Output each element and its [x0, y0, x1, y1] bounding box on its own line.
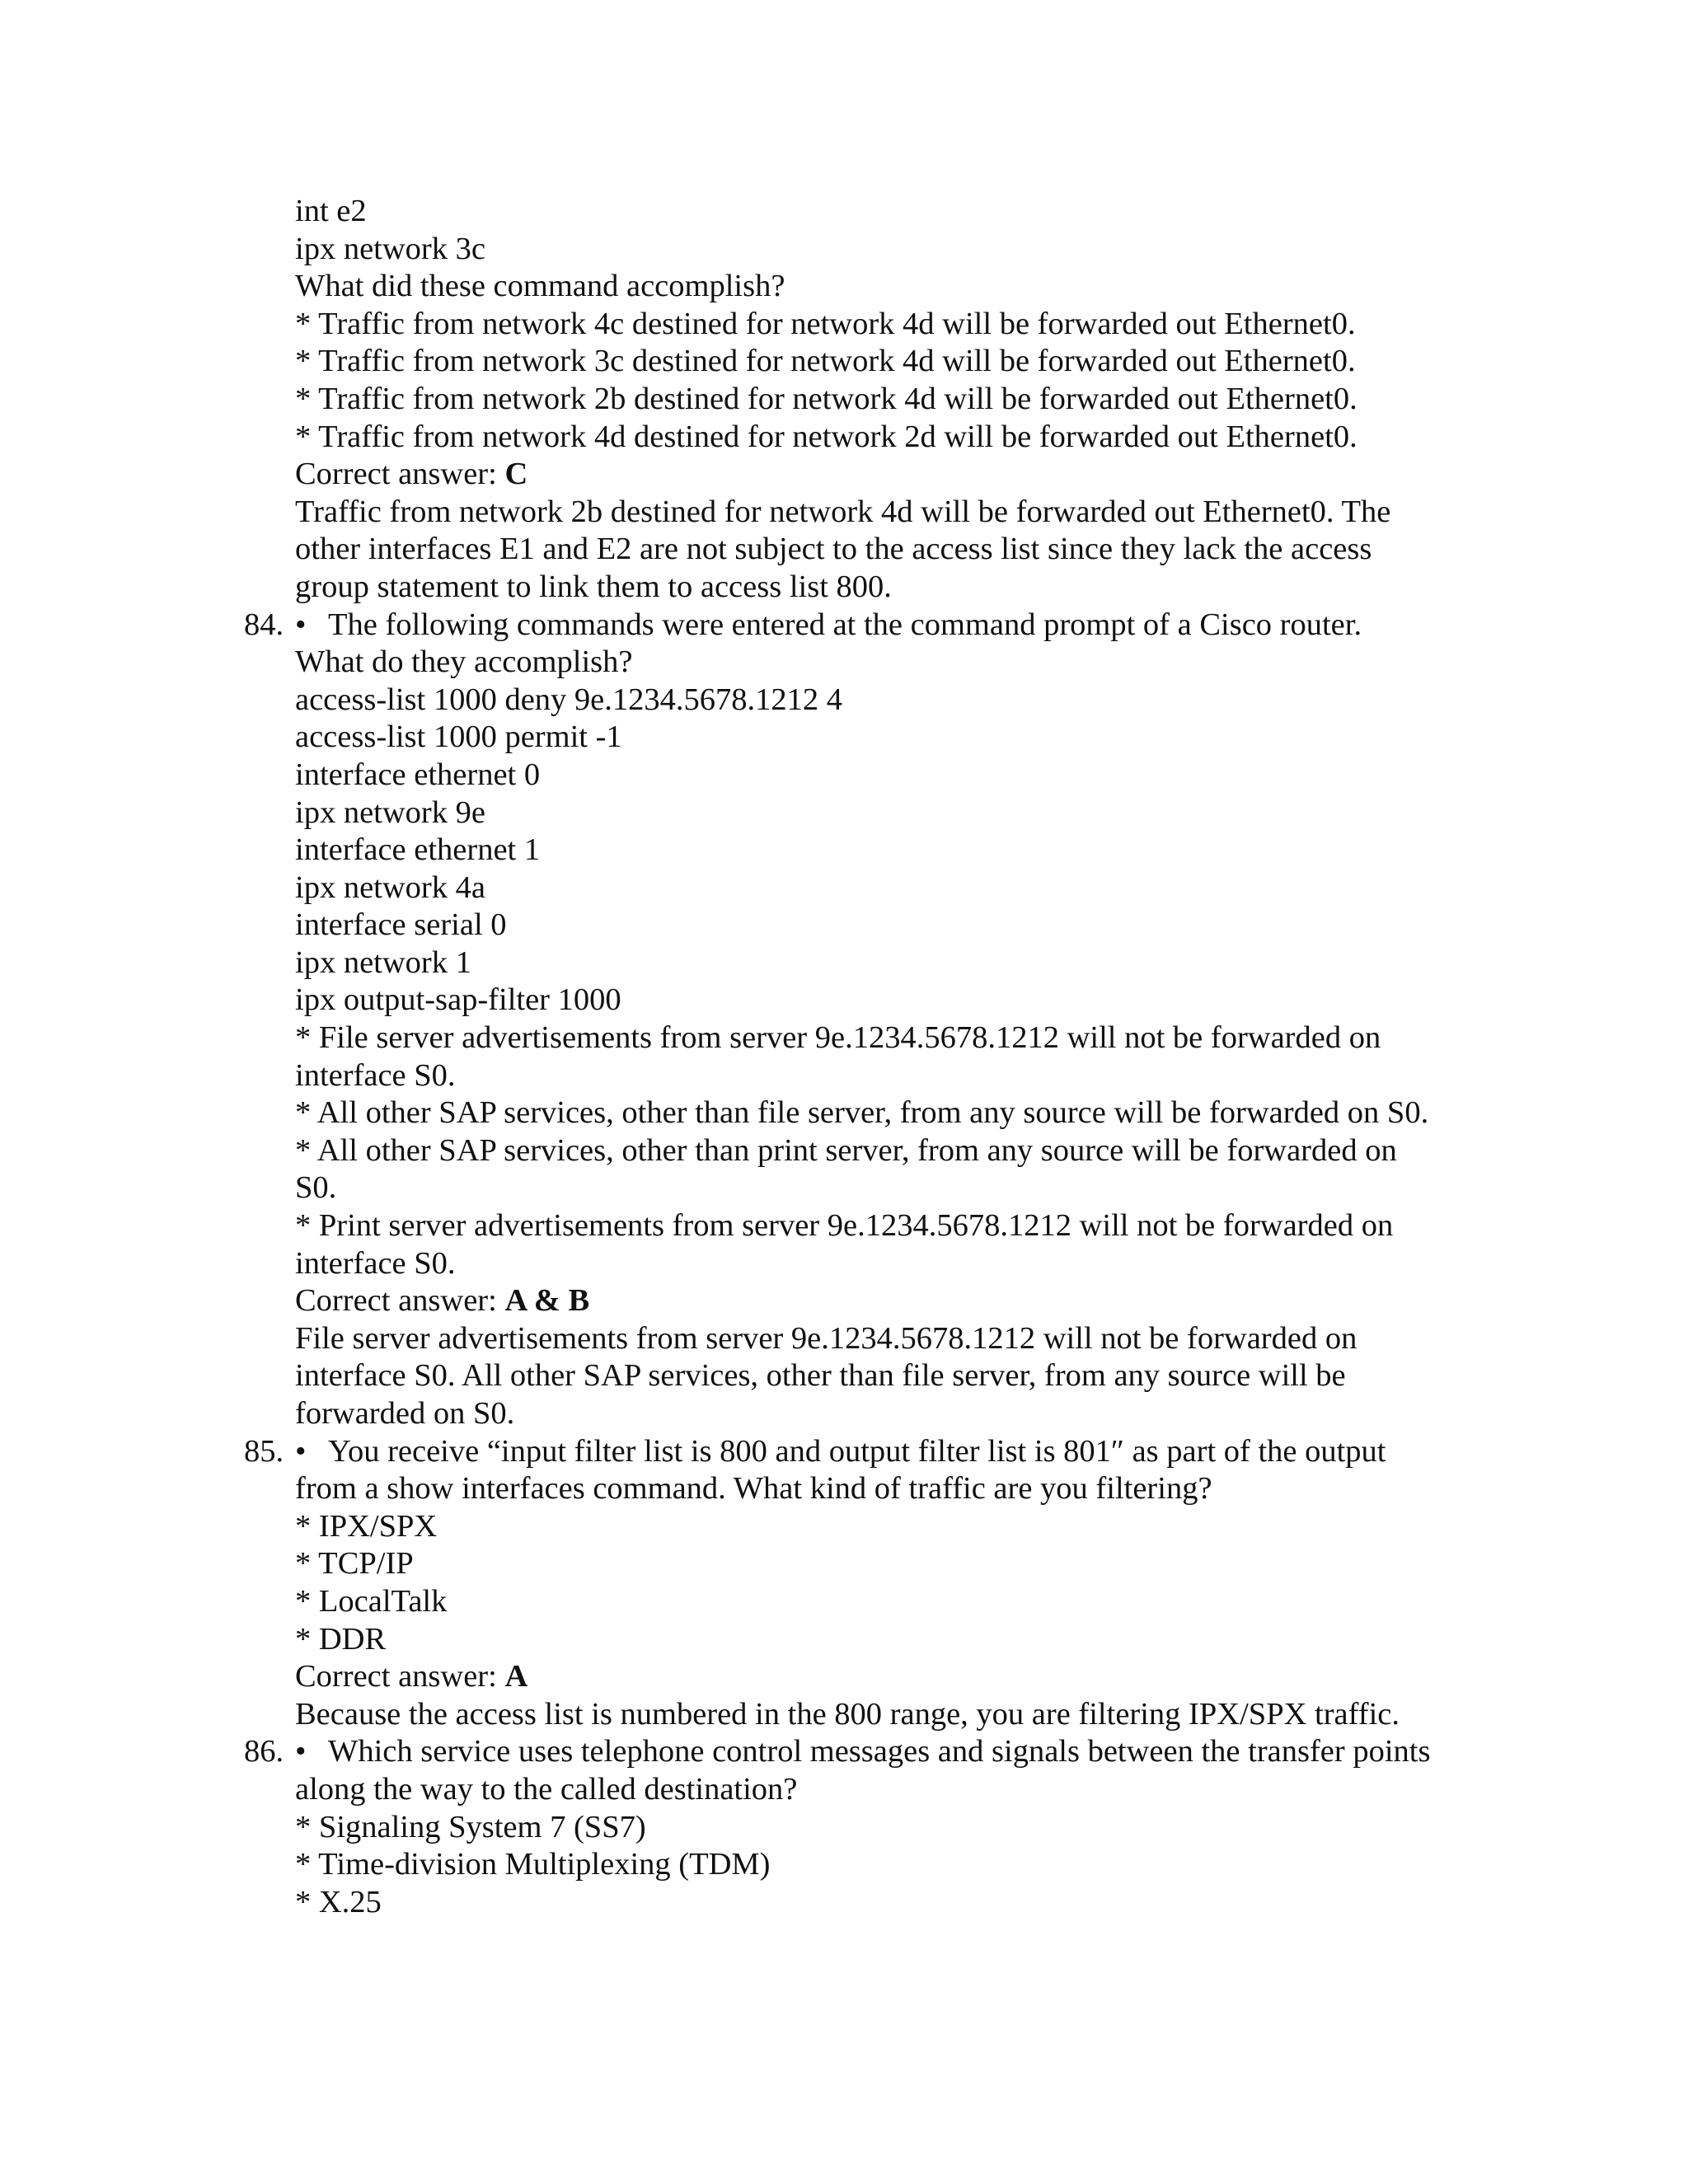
- explanation-line: Because the access list is numbered in the 800 range, you are filtering IPX/SPX traffic.: [295, 1696, 1400, 1732]
- answer-option: * TCP/IP: [295, 1546, 414, 1582]
- document-body: [244, 193, 1530, 1921]
- answer-option: * Print server advertisements from server 9e.1234.5678.1212 will not be forwarded on: [295, 1208, 1394, 1244]
- question-text: What did these command accomplish?: [295, 269, 785, 304]
- answer-option: * X.25: [295, 1884, 382, 1919]
- answer-option: * IPX/SPX: [295, 1508, 438, 1544]
- correct-answer: [244, 456, 1530, 494]
- bullet-icon: •: [295, 1433, 307, 1469]
- question-text: from a show interfaces command. What kind of traffic are you filtering?: [295, 1471, 1212, 1507]
- code-line: ipx network 1: [295, 944, 471, 980]
- explanation-line: File server advertisements from server 9e.1234.5678.1212 will not be forwarded on: [295, 1320, 1357, 1356]
- explanation-line: Traffic from network 2b destined for network 4d will be forwarded out Ethernet0. The: [295, 494, 1391, 529]
- correct-answer-value: A: [504, 1659, 528, 1694]
- correct-answer-value: A & B: [504, 1283, 590, 1319]
- answer-option: * All other SAP services, other than file server, from any source will be forwarded on S0.: [295, 1095, 1429, 1131]
- answer-option: * File server advertisements from server 9e.1234.5678.1212 will not be forwarded on: [295, 1020, 1381, 1056]
- explanation-line: other interfaces E1 and E2 are not subject to the access list since they lack the access: [295, 532, 1372, 567]
- question-text: The following commands were entered at the command prompt of a Cisco router.: [328, 607, 1362, 642]
- question-text: You receive “input filter list is 800 and output filter list is 801″ as part of the output: [328, 1433, 1386, 1469]
- code-line: interface ethernet 0: [295, 757, 541, 792]
- answer-option: * Traffic from network 2b destined for network 4d will be forwarded out Ethernet0.: [295, 381, 1357, 416]
- code-line: ipx output-sap-filter 1000: [295, 982, 621, 1018]
- question-86: [244, 1733, 1530, 1921]
- answer-option: interface S0.: [295, 1057, 456, 1093]
- correct-answer: [244, 1658, 1530, 1696]
- answer-option: interface S0.: [295, 1245, 456, 1281]
- question-heading: [244, 1433, 1530, 1471]
- answer-option: S0.: [295, 1170, 337, 1206]
- code-line: access-list 1000 permit -1: [295, 719, 622, 755]
- answer-option: * Traffic from network 4c destined for network 4d will be forwarded out Ethernet0.: [295, 306, 1356, 341]
- question-heading: [244, 1733, 1530, 1771]
- question-number: 86.: [244, 1734, 284, 1769]
- correct-answer-label: Correct answer:: [295, 1659, 505, 1694]
- code-line: interface serial 0: [295, 907, 507, 943]
- question-text: Which service uses telephone control messages and signals between the transfer points: [328, 1734, 1431, 1769]
- code-line: ipx network 4a: [295, 869, 485, 905]
- question-83-continuation: [244, 193, 1530, 607]
- bullet-icon: •: [295, 1734, 307, 1769]
- question-heading: [244, 607, 1530, 644]
- correct-answer: [244, 1282, 1530, 1320]
- question-number: 85.: [244, 1433, 284, 1469]
- answer-option: * LocalTalk: [295, 1583, 448, 1619]
- answer-option: * Traffic from network 4d destined for network 2d will be forwarded out Ethernet0.: [295, 419, 1357, 454]
- question-84: [244, 607, 1530, 1433]
- code-line: interface ethernet 1: [295, 832, 541, 868]
- answer-option: * Time-division Multiplexing (TDM): [295, 1847, 771, 1882]
- correct-answer-label: Correct answer:: [295, 1283, 505, 1319]
- explanation-line: forwarded on S0.: [295, 1396, 515, 1431]
- question-number: 84.: [244, 607, 284, 642]
- explanation-line: group statement to link them to access list 800.: [295, 569, 892, 604]
- question-85: [244, 1433, 1530, 1734]
- question-text: What do they accomplish?: [295, 644, 633, 680]
- code-line: ipx network 3c: [295, 231, 485, 266]
- code-line: ipx network 9e: [295, 794, 485, 830]
- answer-option: * Traffic from network 3c destined for network 4d will be forwarded out Ethernet0.: [295, 344, 1356, 379]
- code-line: access-list 1000 deny 9e.1234.5678.1212 4: [295, 682, 843, 717]
- code-line: int e2: [295, 194, 367, 228]
- bullet-icon: •: [295, 607, 307, 642]
- correct-answer-label: Correct answer:: [295, 457, 505, 492]
- question-text: along the way to the called destination?: [295, 1771, 798, 1807]
- correct-answer-value: C: [504, 457, 528, 492]
- answer-option: * Signaling System 7 (SS7): [295, 1809, 646, 1844]
- answer-option: * All other SAP services, other than print server, from any source will be forwarded on: [295, 1132, 1397, 1168]
- answer-option: * DDR: [295, 1621, 387, 1657]
- explanation-line: interface S0. All other SAP services, other than file server, from any source will be: [295, 1358, 1346, 1394]
